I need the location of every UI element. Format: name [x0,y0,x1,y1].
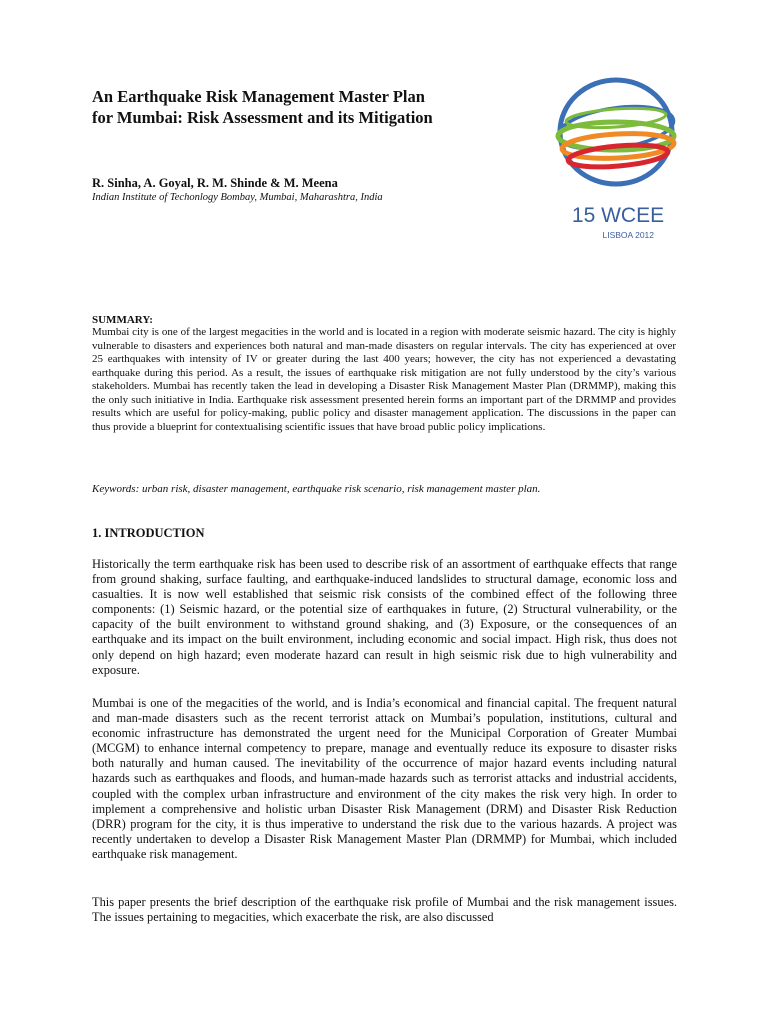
title-line-2: for Mumbai: Risk Assessment and its Mitigation [92,108,433,127]
intro-paragraph-2: Mumbai is one of the megacities of the world, and is India’s economical and financial capital. The frequent natural and man-made disasters such as the recent terrorist attack on Mumbai’s population, institutions, cultural and economic infrastructure has demonstrated the urgent need for the Municipal Corporation of Greater Mumbai (MCGM) to enhance internal competency to prepare, manage and eventually reduce its exposure to disaster risks both naturally and human caused. The inevitability of the occurrence of major hazard events including natural hazards such as earthquakes and floods, and human-made hazards such as terrorist attacks and industrial accidents, coupled with the complex urban infrastructure and environment of the city makes the risk very high. In order to implement a comprehensive and holistic urban Disaster Risk Management (DRM) and Disaster Risk Reduction (DRR) program for the city, it is thus imperative to understand the risk due to the various hazards. A project was recently undertaken to develop a Disaster Risk Management Master Plan (DRMMP) for Mumbai, which included earthquake risk management. [92,696,677,861]
summary-heading: SUMMARY: [92,314,153,326]
logo-main-text: 15 WCEE [571,204,665,227]
authors: R. Sinha, A. Goyal, R. M. Shinde & M. Meena [92,176,338,190]
intro-paragraph-1: Historically the term earthquake risk has been used to describe risk of an assortment of earthquake effects that range from ground shaking, surface faulting, and earthquake-induced landslides to structural damage, economic loss and casualties. It is now well established that seismic risk consists of the combined effect of the following three components: (1) Seismic hazard, or the potential size of earthquakes in future, (2) Structural vulnerability, or the capacity of the built environment to withstand ground shaking, and (3) Exposure, or the consequences of an earthquake and its impact on the built environment, including economic and social impact. High risk, thus does not only depend on high hazard; even moderate hazard can result in high seismic risk due to high vulnerability and exposure. [92,557,677,677]
title-line-1: An Earthquake Risk Management Master Plan [92,87,425,106]
wcee-logo [546,70,686,250]
keywords: Keywords: urban risk, disaster management, earthquake risk scenario, risk management master plan. [92,483,541,495]
logo-sub-text: LISBOA 2012 [602,230,654,240]
affiliation: Indian Institute of Techonlogy Bombay, Mumbai, Maharashtra, India [92,192,383,203]
intro-paragraph-3: This paper presents the brief description of the earthquake risk profile of Mumbai and the risk management issues. The issues pertaining to megacities, which exacerbate the risk, are also discussed [92,895,677,925]
summary-text: Mumbai city is one of the largest megacities in the world and is located in a region with moderate seismic hazard. The city is highly vulnerable to disasters and experiences both natural and man-made disasters on regular intervals. The city has experienced at over 25 earthquakes with intensity of IV or greater during the last 400 years; however, the city has not experienced a devastating earthquake during this period. As a result, the issues of earthquake risk mitigation are not fully understood by the city’s various stakeholders. Mumbai has recently taken the lead in developing a Disaster Risk Management Master Plan (DRMMP), making this the only such initiative in India. Earthquake risk assessment presented herein forms an important part of the DRMMP and provides results which are useful for policy-making, public policy and disaster management application. The discussions in the paper can thus provide a blueprint for contextualising scientific issues that have broad public policy implications. [92,326,676,433]
paper-title [92,86,512,128]
section-heading-introduction: 1. INTRODUCTION [92,526,205,540]
